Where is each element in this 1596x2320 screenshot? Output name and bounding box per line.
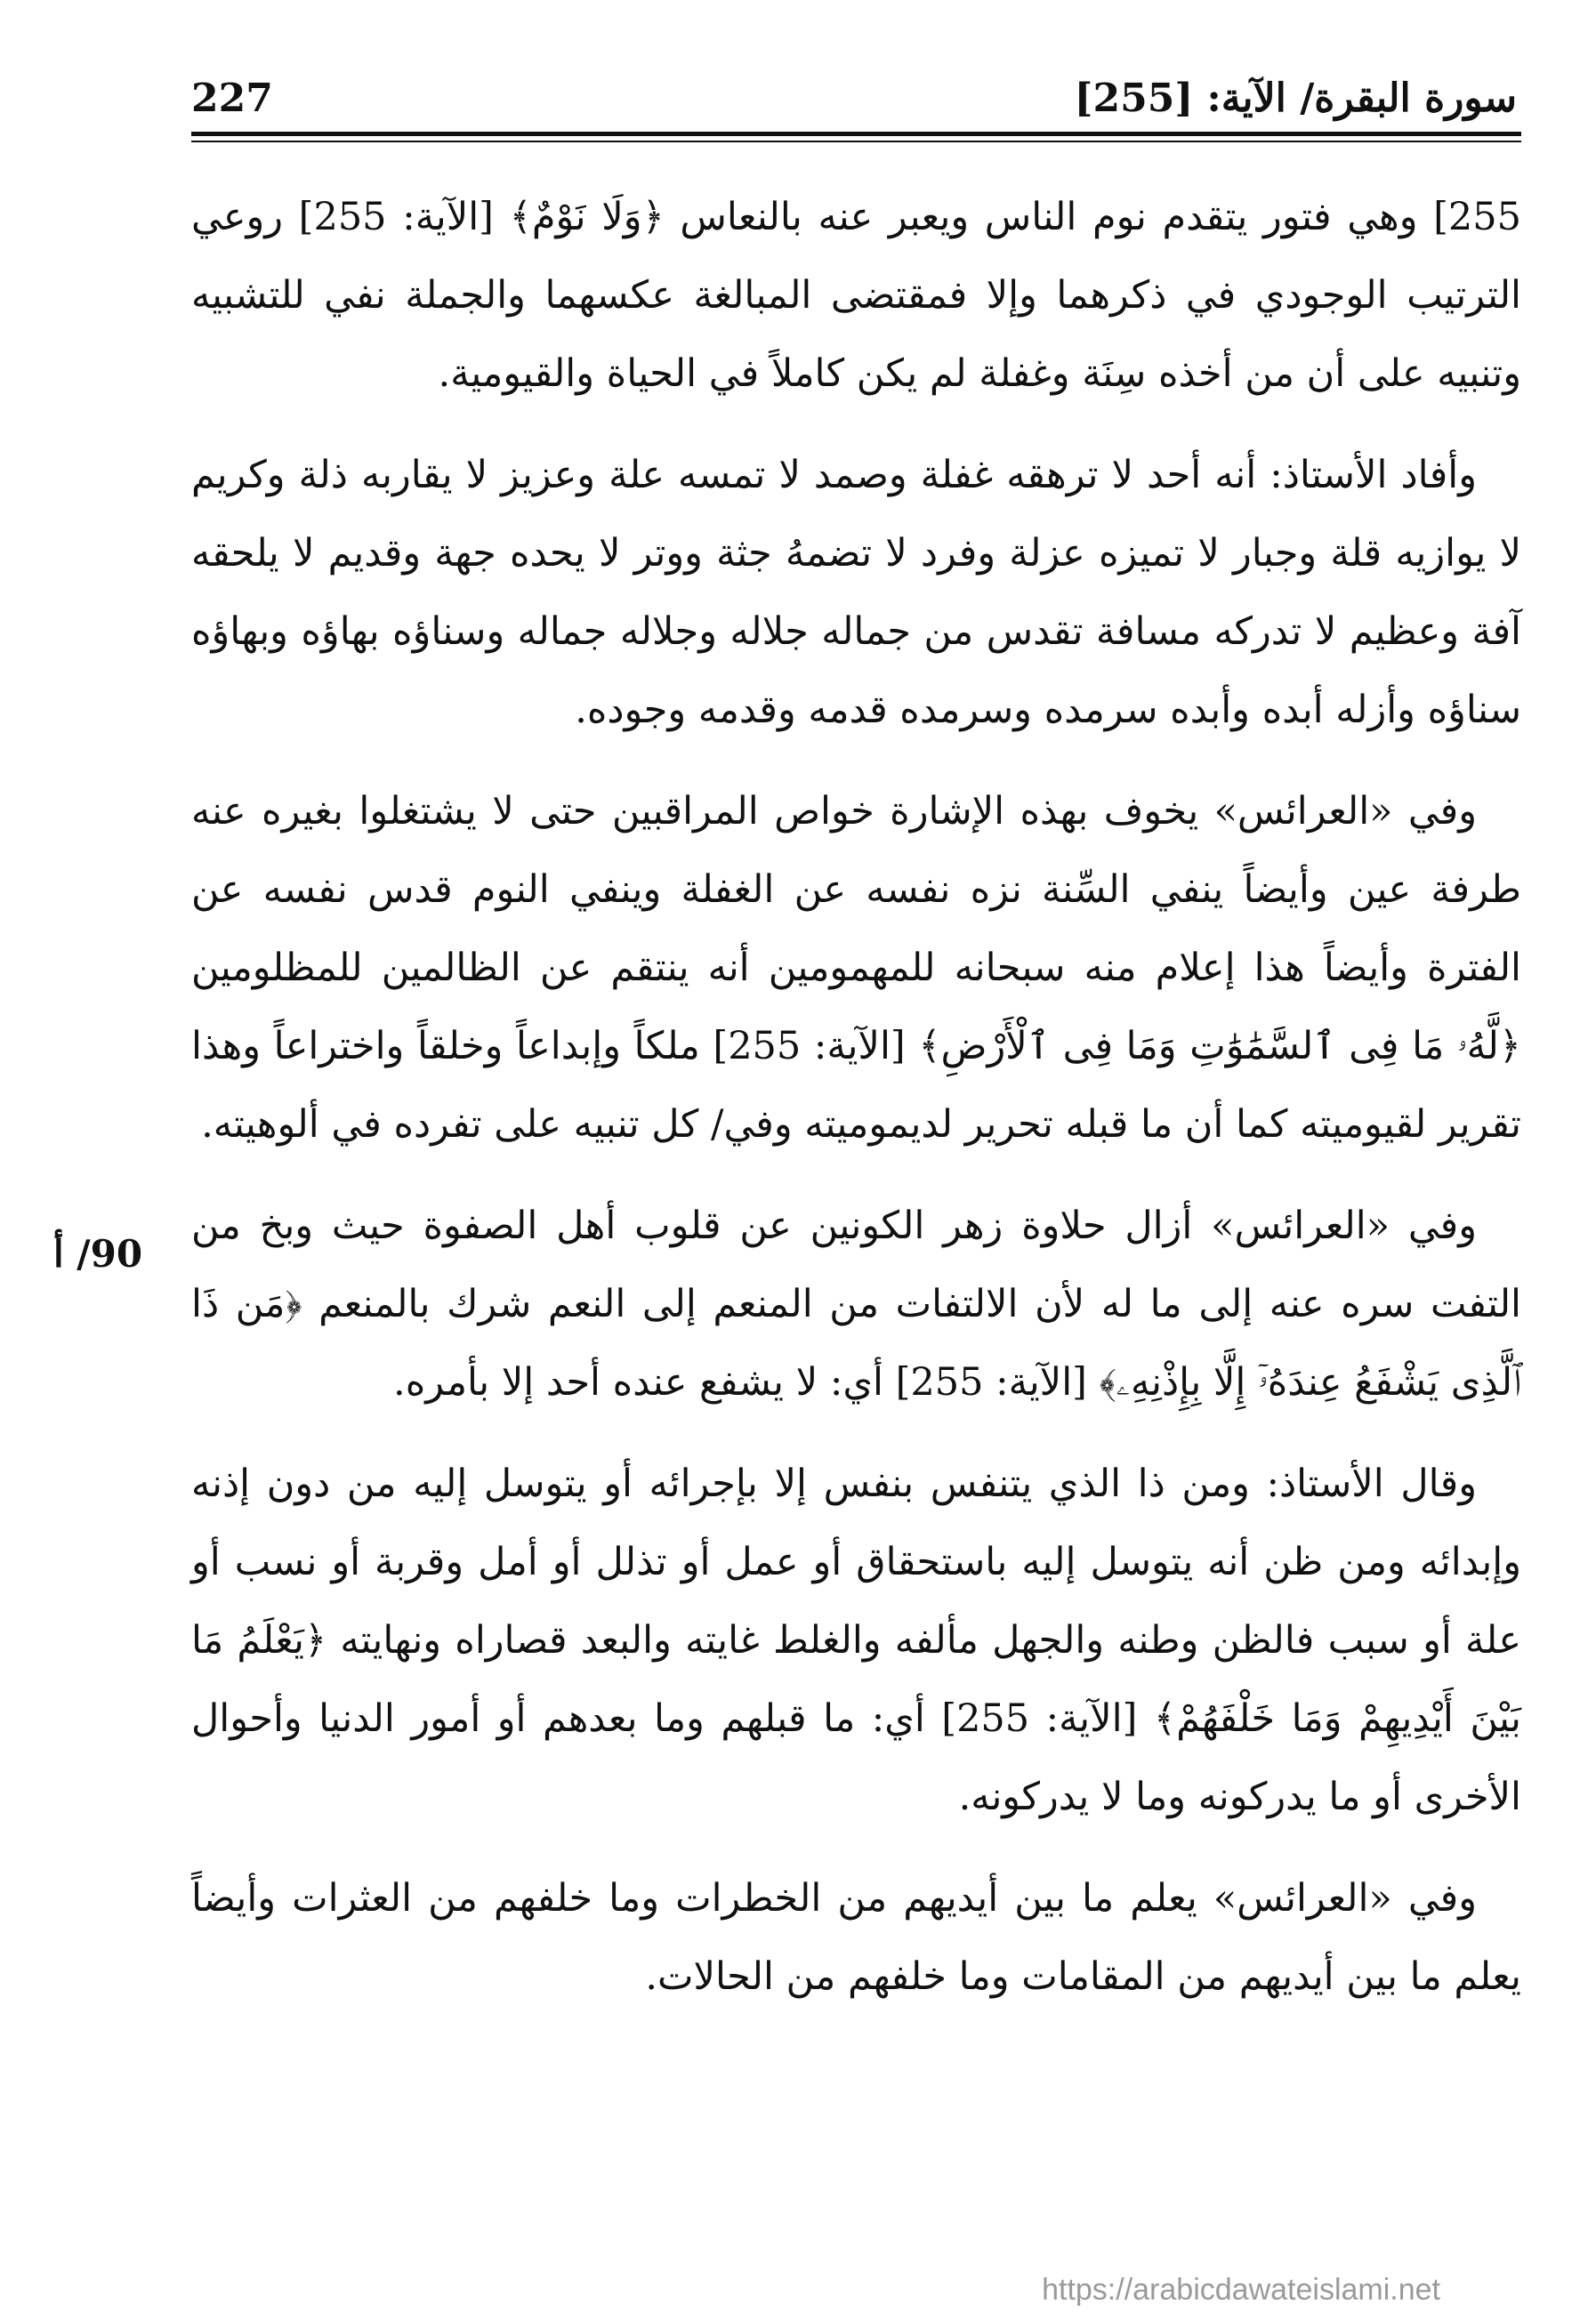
page-header: [191, 76, 1517, 138]
running-title: سورة البقرة/ الآية: [255]: [1074, 76, 1517, 121]
paragraph-3: وفي «العرائس» يخوف بهذه الإشارة خواص المراقبين حتى لا يشتغلوا بغيره عنه طرفة عين وأيضاً ينفي السِّنة نزه نفسه عن الغفلة وينفي النوم قدس نفسه عن الفترة وأيضاً هذا إعلام منه سبحانه للمهمومين أنه ينتقم عن الظالمين للمظلومين ﴿لَّهُۥ مَا فِى ٱلسَّمَٰوَٰتِ وَمَا فِى ٱلْأَرْضِ﴾ [الآية: 255] ملكاً وإبداعاً وخلقاً واختراعاً وهذا تقرير لقيوميته كما أن ما قبله تحرير لديموميته وفي/ كل تنبيه على تفرده في ألوهيته.: [191, 789, 1521, 1147]
paragraph-5: وقال الأستاذ: ومن ذا الذي يتنفس بنفس إلا بإجرائه أو يتوسل إليه من دون إذنه وإبدائه ومن ظن أنه يتوسل إليه باستحقاق أو عمل أو تذلل أو أمل وقربة أو نسب أو علة أو سبب فالظن وطنه والجهل مألفه والغلط غايته والبعد قصاراه ونهايته ﴿يَعْلَمُ مَا بَيْنَ أَيْدِيهِمْ وَمَا خَلْفَهُمْ﴾ [الآية: 255] أي: ما قبلهم وما بعدهم أو أمور الدنيا وأحوال الأخرى أو ما يدركونه وما لا يدركونه.: [191, 1462, 1522, 1819]
page-number: 227: [191, 76, 273, 121]
paragraph-4: وفي «العرائس» أزال حلاوة زهر الكونين عن قلوب أهل الصفوة حيث وبخ من التفت سره عنه إلى ما له لأن الالتفات من المنعم إلى النعم شرك بالمنعم ﴿مَن ذَا ٱلَّذِى يَشْفَعُ عِندَهُۥٓ إِلَّا بِإِذْنِهِۦ﴾ [الآية: 255] أي: لا يشفع عنده أحد إلا بأمره.: [191, 1204, 1521, 1405]
main-text: [191, 178, 1521, 2039]
watermark-url: https://arabicdawateislami.net: [1042, 2273, 1440, 2307]
paragraph-1: 255] وهي فتور يتقدم نوم الناس ويعبر عنه بالنعاس ﴿وَلَا نَوْمٌ﴾ [الآية: 255] روعي الترتيب الوجودي في ذكرهما وإلا فمقتضى المبالغة عكسهما والجملة نفي للتشبيه وتنبيه على أن من أخذه سِنَة وغفلة لم يكن كاملاً في الحياة والقيومية.: [191, 195, 1521, 396]
manuscript-folio-note: 90/ أ: [53, 1232, 143, 1276]
header-rule-thin: [191, 141, 1521, 142]
header-rule-thick: [191, 132, 1521, 136]
paragraph-2: وأفاد الأستاذ: أنه أحد لا ترهقه غفلة وصمد لا تمسه علة وعزيز لا يقاربه ذلة وكريم لا يوازيه قلة وجبار لا تميزه عزلة وفرد لا تضمهُ جثة ووتر لا يحده جهة وقديم لا يلحقه آفة وعظيم لا تدركه مسافة تقدس من جماله جلاله وجلاله جماله وسناؤه بهاؤه وبهاؤه سناؤه وأزله أبده وأبده سرمده وسرمده قدمه وقدمه وجوده.: [191, 453, 1521, 732]
paragraph-6: وفي «العرائس» يعلم ما بين أيديهم من الخطرات وما خلفهم من العثرات وأيضاً يعلم ما بين أيديهم من المقامات وما خلفهم من الحالات.: [191, 1876, 1521, 1999]
